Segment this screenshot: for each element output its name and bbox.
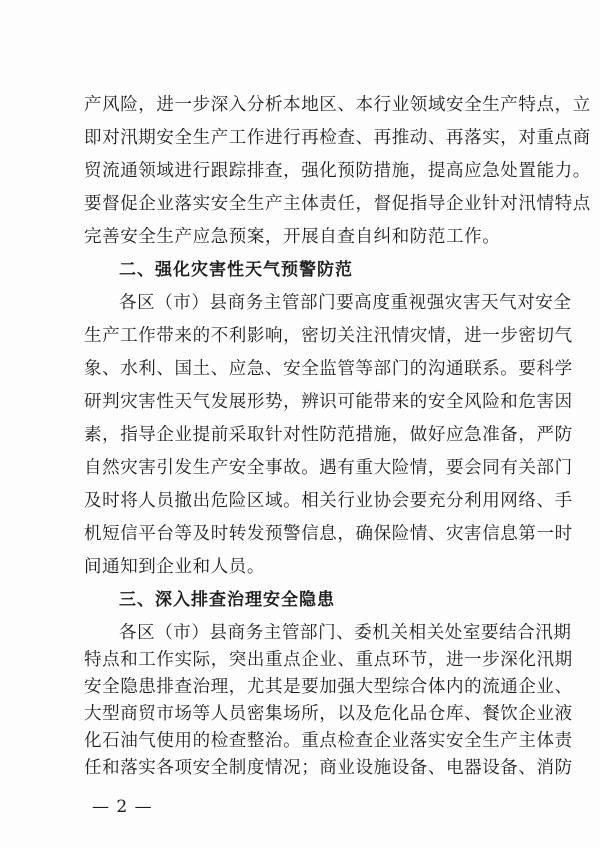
paragraph-line: 素，指导企业提前采取针对性防范措施，做好应急准备，严防 xyxy=(84,425,573,445)
paragraph-line: 自然灾害引发生产安全事故。遇有重大险情，要会同有关部门 xyxy=(84,458,573,478)
paragraph-line: 机短信平台等及时转发预警信息，确保险情、灾害信息第一时 xyxy=(84,524,573,544)
paragraph-line: 大型商贸市场等人员密集场所，以及危化品仓库、餐饮企业液 xyxy=(84,704,573,724)
section-heading: 二、强化灾害性天气预警防范 xyxy=(119,260,353,280)
paragraph-line: 要督促企业落实安全生产主体责任，督促指导企业针对汛情特点 xyxy=(84,194,591,214)
paragraph-line: 完善安全生产应急预案，开展自查自纠和防范工作。 xyxy=(84,227,501,247)
paragraph-line: 及时将人员撤出危险区域。相关行业协会要充分利用网络、手 xyxy=(84,491,573,511)
paragraph-line: 各区（市）县商务主管部门要高度重视强灾害天气对安全 xyxy=(119,293,572,313)
section-heading: 三、深入排查治理安全隐患 xyxy=(119,590,335,610)
paragraph-line: 特点和工作实际，突出重点企业、重点环节，进一步深化汛期 xyxy=(84,650,573,670)
paragraph-line: 象、水利、国土、应急、安全监管等部门的沟通联系。要科学 xyxy=(84,359,573,379)
paragraph-line: 生产工作带来的不利影响，密切关注汛情灾情，进一步密切气 xyxy=(84,326,573,346)
page-number: — 2 — xyxy=(92,797,153,817)
paragraph-line: 安全隐患排查治理，尤其是要加强大型综合体内的流通企业、 xyxy=(84,677,573,697)
paragraph-line: 各区（市）县商务主管部门、委机关相关处室要结合汛期 xyxy=(119,623,572,643)
paragraph-line: 化石油气使用的检查整治。重点检查企业落实安全生产主体责 xyxy=(84,731,573,751)
paragraph-line: 间通知到企业和人员。 xyxy=(84,557,265,577)
paragraph-line: 产风险，进一步深入分析本地区、本行业领域安全生产特点，立 xyxy=(84,95,591,115)
paragraph-line: 即对汛期安全生产工作进行再检查、再推动、再落实，对重点商 xyxy=(84,128,591,148)
paragraph-line: 任和落实各项安全制度情况；商业设施设备、电器设备、消防 xyxy=(84,758,573,778)
paragraph-line: 研判灾害性天气发展形势，辨识可能带来的安全风险和危害因 xyxy=(84,392,573,412)
paragraph-line: 贸流通领域进行跟踪排查，强化预防措施，提高应急处置能力。 xyxy=(84,161,591,181)
